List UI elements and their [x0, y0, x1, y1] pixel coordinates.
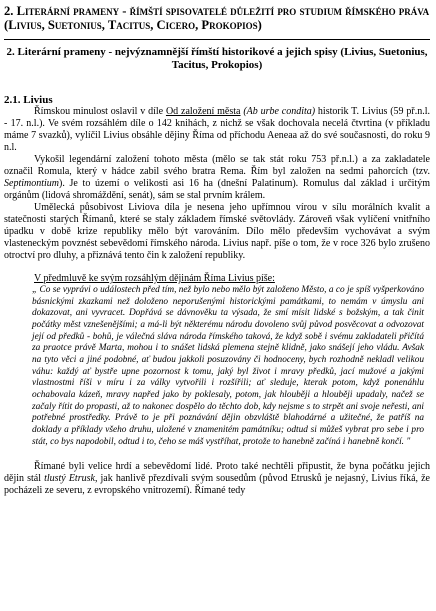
paragraph-3: Umělecká působivost Liviova díla je nesena jeho upřímnou vírou v sílu morálních kvalit a statečnosti starých Římanů, které se staly základem římské světovlády. Zároveň však vylíčení vnitřního úpadku v době krize republiky mělo být varováním. Dílo mělo především vychovávat a svým vlasteneckým povznést sebevědomí římského národa. Livius např. píše o tom, že v roce 326 bylo zrušeno otroctví pro dluhy, a přiznává tento čin k založení republiky. — [4, 202, 430, 261]
quote-intro: V předmluvě ke svým rozsáhlým dějinám Říma Livius píše: — [34, 273, 275, 284]
p1-text-b: historik T. Livius (59 př.n.l. - 17. n.l.). Ve svém rozsáhlém díle o 142 knihách, z nichž se však dochovala necelá čtvrtina (v příkladu máme 7 svazků), vylíčil Livius obsáhle dějiny Říma od příchodu Aeneaa až do své současnosti, do roku 9 n.l. — [4, 106, 430, 153]
p4-text-a: Římané byli velice hrdí a sebevědomí lidé. Proto také nechtěli připustit, že byna počátku jejich dějin stál — [4, 461, 430, 485]
heading-rule — [4, 39, 430, 40]
septimontium-term: Septimontium — [4, 178, 59, 189]
p1-text-a: Římskou minulost oslavil v díle — [34, 106, 166, 117]
p2-text-a: Vykošil legendární založení tohoto města (mělo se tak stát roku 753 př.n.l.) a za zakladatele označil Romula, který v hádce zabil svého bratra Rema. Řím byl založen na sedmi pahorcích (tzv. — [4, 154, 430, 177]
section-heading: 2.1. Livius — [4, 94, 53, 106]
livius-quote: „ Co se vyprávi o událostech před tím, než bylo nebo mělo být založeno Město, a co je spíš vyšperkováno básnickými zkazkami než doloženo neporušenými historickými památkami, to nemám v úmyslu ani dokazovat, ani vyvracet. Dopřává se dávnověku ta výsada, že smí mísit lidské s božským, a tak činit počátky měst vznešenějšími; a má-li být některému národu dovoleno svůj původ posvěcovat a odvozovat její od předků - bohů, je válečná sláva národa římského taková, že když sobě i svému zakladateli přičítá za praotce právě Marta, mohou i to snášet lidská plemena stejně klidně, jako snášejí jeho vládu. Avšak na tyto věci a jiné podobné, ať budou jakkoli posuzovány či hodnoceny, bych rozhodně nekladl velikou váhu: každý ať bystře upne pozornost k tomu, jaký byl život i mravy předků, jací mužové a jakými vlastnostmi říši v míru i za války vytvořili i rozšířili; ať sleduje, kterak potom, když ponenáhlu ochabovala kázeň, mravy napřed jako by poklesaly, potom, jak hlouběji a hlouběji upadaly, načež se začaly řítit do propasti, až to nakonec dospělo do těchto dob, kdy nejsme s to strpět ani svoje neřesti, ani potřebné prostředky. Právě to je při poznávání dějin obzvláště blahodárné a užitečné, že patříš na doklady a příklady všeho druhu, uložené v znamenitém památníku; odtud si můžeš vybrat pro sebe i pro stát, co bys napodobil, odtud i to, čeho se máš vystříhat, protože to hanebně začíná i hanebně končí. " — [32, 285, 424, 447]
work-title: Od založení města — [165, 106, 241, 117]
chapter-title: Literární prameny - římští spisovatelé důležití pro studium římského práva (Livius, Suetonius, Tacitus, Cicero, Prokopios) — [4, 4, 430, 32]
subtitle: 2. Literární prameny - nejvýznamnější římští historikové a jejich spisy (Livius, Suetonius, Tacitus, Prokopios) — [6, 46, 428, 71]
paragraph-4 — [4, 461, 430, 497]
paragraph-2 — [4, 154, 430, 202]
chapter-heading — [4, 4, 430, 32]
p2-text-b: ). Je to území o velikosti asi 16 ha (dnešní Palatinum). Romulus dal základ i určitým orgánům (lidová shromáždění, senát), sám se stal prvním králem. — [4, 178, 430, 201]
tlusty-etrusk-term: tlustý Etrusk — [44, 473, 95, 485]
paragraph-1 — [4, 106, 430, 154]
p4-text-b: , jak hanlivě přezdívali svým sousedům (původ Etrusků je nejasný, Livius říká, že pocházeli ze severu, z evropského vnitrozemí). Římané tedy — [4, 473, 430, 497]
chapter-number: 2. — [4, 4, 14, 18]
work-latin-title: (Ab urbe condita) — [243, 106, 316, 117]
